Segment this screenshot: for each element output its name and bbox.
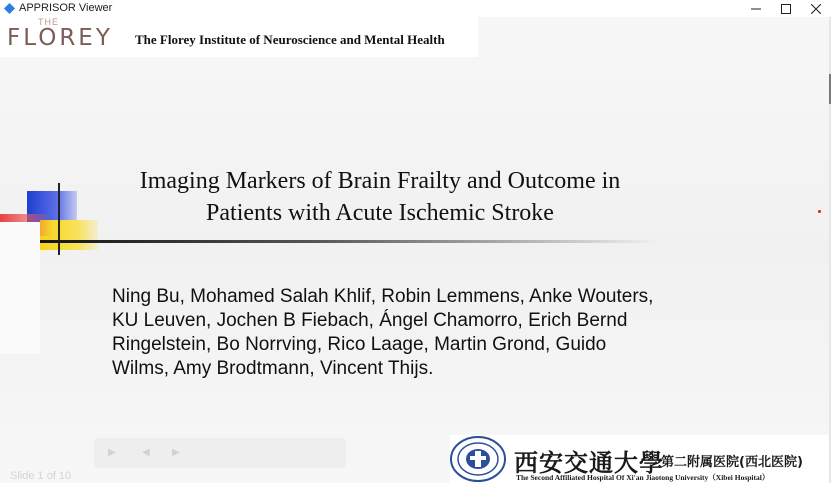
title-line-1: Imaging Markers of Brain Frailty and Outcome in xyxy=(139,168,621,194)
play-icon[interactable]: ▶ xyxy=(108,447,116,458)
florey-header-banner xyxy=(0,17,478,57)
authors-line-2: KU Leuven, Jochen B Fiebach, Ángel Chamorro, Erich Bernd xyxy=(112,310,628,331)
slide-counter: Slide 1 of 10 xyxy=(10,470,72,482)
close-icon xyxy=(811,4,821,14)
player-controls[interactable] xyxy=(94,438,346,468)
app-icon xyxy=(4,3,15,14)
laser-pointer-dot xyxy=(818,210,821,213)
hospital-chinese-subtitle: 第二附属医院(西北医院) xyxy=(661,455,803,470)
title-line-2: Patients with Acute Ischemic Stroke xyxy=(206,200,554,226)
authors-block xyxy=(112,285,732,381)
hospital-seal-icon xyxy=(450,436,506,482)
next-icon[interactable]: ▶ xyxy=(172,447,180,458)
authors-line-4: Wilms, Amy Brodtmann, Vincent Thijs. xyxy=(112,358,434,379)
close-button[interactable] xyxy=(801,0,831,17)
volume-icon[interactable]: ◀ xyxy=(142,447,150,458)
window-titlebar xyxy=(0,0,831,17)
florey-logo-text: FLOREY xyxy=(7,25,113,51)
slide-title xyxy=(90,165,670,229)
authors-line-1: Ning Bu, Mohamed Salah Khlif, Robin Lemmens, Anke Wouters, xyxy=(112,286,654,307)
side-strip xyxy=(0,222,40,354)
window-title: APPRISOR Viewer xyxy=(19,2,113,14)
maximize-icon xyxy=(781,4,791,14)
logo-the-text: THE xyxy=(38,17,59,27)
institute-name: The Florey Institute of Neuroscience and Mental Health xyxy=(135,32,445,47)
hospital-english-name: The Second Affiliated Hospital Of Xi'an Jiaotong University（Xibei Hospital） xyxy=(516,473,770,482)
minimize-button[interactable] xyxy=(741,0,771,17)
hospital-chinese-name: 西安交通大學 xyxy=(514,448,664,477)
slide-canvas xyxy=(0,17,829,483)
authors-line-3: Ringelstein, Bo Norrving, Rico Laage, Martin Grond, Guido xyxy=(112,334,607,355)
horizontal-rule-decoration xyxy=(30,240,660,243)
vertical-rule-decoration xyxy=(58,183,60,255)
minimize-icon xyxy=(751,4,761,14)
maximize-button[interactable] xyxy=(771,0,801,17)
